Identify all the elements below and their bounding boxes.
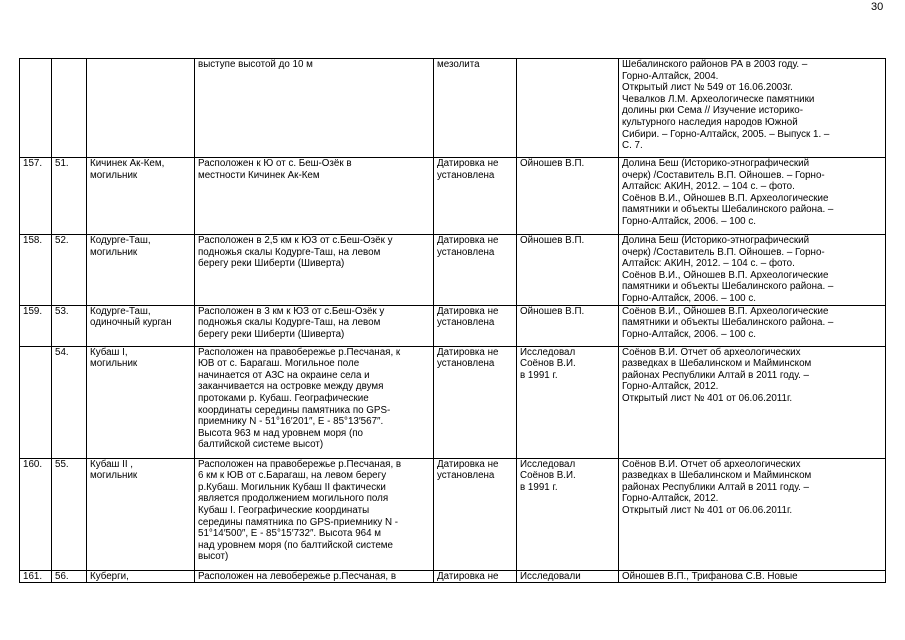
row-number: 159.	[20, 305, 52, 346]
monument-researcher: Ойношев В.П.	[517, 305, 619, 346]
table-row	[20, 346, 886, 458]
district-number: 53.	[52, 305, 87, 346]
monument-dating: Датировка не установлена	[434, 305, 517, 346]
monument-researcher: Исследовали	[517, 570, 619, 583]
monument-researcher	[517, 59, 619, 158]
monument-literature: Соёнов В.И., Ойношев В.П. Археологические памятники и объекты Шебалинского района. – Горно-Алтайск, 2006. – 100 с.	[619, 305, 886, 346]
monument-literature: Соёнов В.И. Отчет об археологических разведках в Шебалинском и Майминском районах Республики Алтай в 2011 году. – Горно-Алтайск, 2012. Открытый лист № 401 от 06.06.2011г.	[619, 458, 886, 570]
monument-location: Расположен в 2,5 км к ЮЗ от с.Беш-Озёк у подножья скалы Кодурге-Таш, на левом берегу реки Шиберти (Шиверта)	[195, 235, 434, 306]
monument-name: Кодурге-Таш, могильник	[87, 235, 195, 306]
table-row	[20, 235, 886, 306]
monument-location: Расположен на правобережье р.Песчаная, в 6 км к ЮВ от с.Барагаш, на левом берегу р.Кубаш. Могильник Кубаш II фактически является продолжением могильного поля Кубаш I. Географические координаты середины памятника по GPS-приемнику N - 51°14′500″, E - 85°15′732″. Высота 964 м над уровнем моря (по балтийской системе высот)	[195, 458, 434, 570]
monument-location: Расположен к Ю от с. Беш-Озёк в местности Кичинек Ак-Кем	[195, 158, 434, 235]
monument-name: Куберги,	[87, 570, 195, 583]
monument-dating: Датировка не установлена	[434, 458, 517, 570]
monument-literature: Соёнов В.И. Отчет об археологических разведках в Шебалинском и Майминском районах Республики Алтай в 2011 году. – Горно-Алтайск, 2012. Открытый лист № 401 от 06.06.2011г.	[619, 346, 886, 458]
monument-name: Кубаш I, могильник	[87, 346, 195, 458]
row-number: 161.	[20, 570, 52, 583]
monument-name: Кодурге-Таш, одиночный курган	[87, 305, 195, 346]
monument-literature: Ойношев В.П., Трифанова С.В. Новые	[619, 570, 886, 583]
table-row	[20, 59, 886, 158]
district-number	[52, 59, 87, 158]
monument-name	[87, 59, 195, 158]
monument-location: Расположен на правобережье р.Песчаная, к ЮВ от с. Барагаш. Могильное поле начинается от АЗС на окраине села и заканчивается на островке между двумя протоками р. Кубаш. Географические координаты середины памятника по GPS- приемнику N - 51°16′201″, E - 85°13′567″. Высота 963 м над уровнем моря (по балтийской системе высот)	[195, 346, 434, 458]
district-number: 51.	[52, 158, 87, 235]
monument-dating: Датировка не установлена	[434, 235, 517, 306]
row-number	[20, 59, 52, 158]
row-number: 158.	[20, 235, 52, 306]
monument-location: Расположен в 3 км к ЮЗ от с.Беш-Озёк у подножья скалы Кодурге-Таш, на левом берегу реки Шиберти (Шиверта)	[195, 305, 434, 346]
table-row	[20, 305, 886, 346]
monument-dating: Датировка не установлена	[434, 158, 517, 235]
table-row	[20, 570, 886, 583]
table-row	[20, 158, 886, 235]
monuments-table	[19, 58, 886, 583]
monument-literature: Долина Беш (Историко-этнографический очерк) /Составитель В.П. Ойношев. – Горно- Алтайск: АКИН, 2012. – 104 с. – фото. Соёнов В.И., Ойношев В.П. Археологические памятники и объекты Шебалинского района. – Горно-Алтайск, 2006. – 100 с.	[619, 158, 886, 235]
district-number: 55.	[52, 458, 87, 570]
district-number: 52.	[52, 235, 87, 306]
district-number: 54.	[52, 346, 87, 458]
monument-location: выступе высотой до 10 м	[195, 59, 434, 158]
monument-dating: мезолита	[434, 59, 517, 158]
monument-researcher: Ойношев В.П.	[517, 158, 619, 235]
district-number: 56.	[52, 570, 87, 583]
monument-literature: Шебалинского районов РА в 2003 году. – Горно-Алтайск, 2004. Открытый лист № 549 от 16.06.2003г. Чевалков Л.М. Археологическе памятники долины рки Сема // Изучение историко- культурного наследия народов Южной Сибири. – Горно-Алтайск, 2005. – Выпуск 1. – С. 7.	[619, 59, 886, 158]
monument-researcher: Исследовал Соёнов В.И. в 1991 г.	[517, 346, 619, 458]
table-row	[20, 458, 886, 570]
page-number: 30	[871, 1, 884, 13]
monument-researcher: Исследовал Соёнов В.И. в 1991 г.	[517, 458, 619, 570]
monument-literature: Долина Беш (Историко-этнографический очерк) /Составитель В.П. Ойношев. – Горно- Алтайск: АКИН, 2012. – 104 с. – фото. Соёнов В.И., Ойношев В.П. Археологические памятники и объекты Шебалинского района. – Горно-Алтайск, 2006. – 100 с.	[619, 235, 886, 306]
monument-name: Кичинек Ак-Кем, могильник	[87, 158, 195, 235]
monument-researcher: Ойношев В.П.	[517, 235, 619, 306]
row-number	[20, 346, 52, 458]
monument-dating: Датировка не установлена	[434, 346, 517, 458]
row-number: 157.	[20, 158, 52, 235]
monument-dating: Датировка не	[434, 570, 517, 583]
monument-location: Расположен на левобережье р.Песчаная, в	[195, 570, 434, 583]
monument-name: Кубаш II , могильник	[87, 458, 195, 570]
row-number: 160.	[20, 458, 52, 570]
